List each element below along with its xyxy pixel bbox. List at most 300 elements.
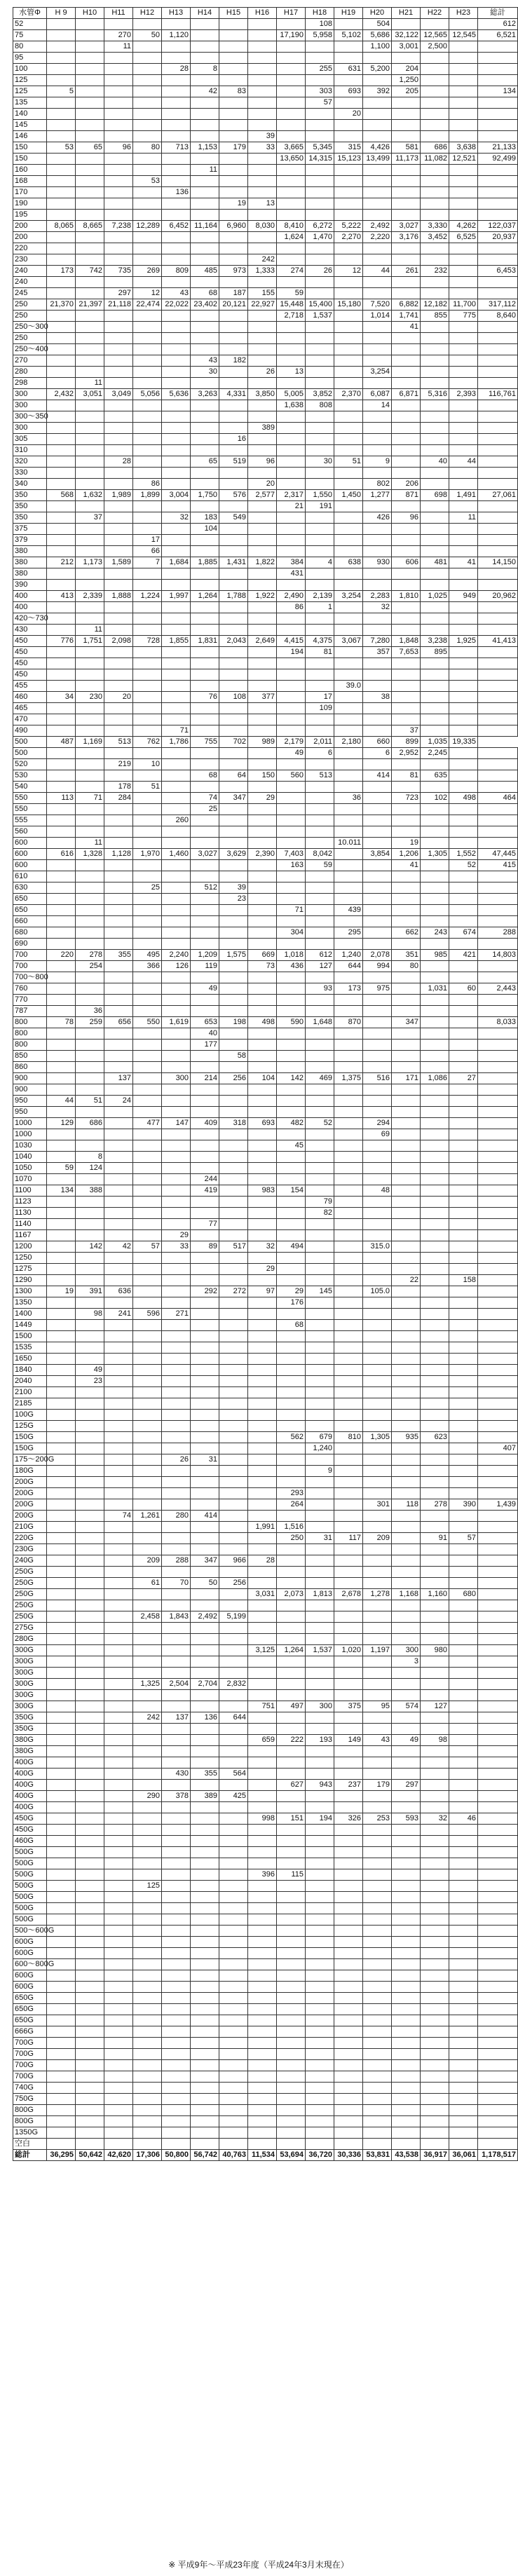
table-cell: 98 <box>421 1735 449 1746</box>
table-cell <box>421 2026 449 2038</box>
table-row <box>13 266 518 277</box>
table-cell: 171 <box>392 1073 421 1084</box>
table-cell <box>306 1129 334 1140</box>
table-row <box>13 142 518 154</box>
table-cell <box>162 1522 191 1533</box>
pipe-size-cell: 600G <box>13 1937 47 1948</box>
table-cell <box>277 378 306 389</box>
table-cell <box>133 1701 162 1712</box>
table-cell <box>277 411 306 423</box>
table-cell <box>449 1724 478 1735</box>
table-cell <box>47 1129 76 1140</box>
table-cell <box>478 1342 518 1354</box>
table-row <box>13 322 518 333</box>
table-cell: 2,098 <box>104 636 133 647</box>
table-cell <box>76 1724 104 1735</box>
table-cell <box>363 1365 392 1376</box>
table-cell: 407 <box>478 1443 518 1454</box>
table-cell: 662 <box>392 927 421 939</box>
table-cell <box>104 1746 133 1757</box>
table-cell <box>76 1589 104 1600</box>
table-row <box>13 972 518 983</box>
table-cell <box>191 1589 219 1600</box>
table-cell: 39 <box>248 131 277 142</box>
table-cell <box>191 2060 219 2071</box>
table-cell <box>334 2139 363 2150</box>
table-cell <box>191 826 219 838</box>
table-cell <box>334 1174 363 1185</box>
table-cell: 11 <box>76 625 104 636</box>
table-cell: 280 <box>162 1511 191 1522</box>
table-cell <box>76 187 104 198</box>
table-cell: 8,042 <box>306 849 334 860</box>
table-cell: 50 <box>191 1578 219 1589</box>
table-cell <box>363 1724 392 1735</box>
table-cell <box>47 1275 76 1286</box>
table-cell <box>449 1454 478 1466</box>
table-cell <box>219 411 248 423</box>
table-row <box>13 1118 518 1129</box>
table-cell: 949 <box>449 591 478 602</box>
table-cell <box>76 1926 104 1937</box>
table-row <box>13 737 518 748</box>
table-cell: 1,885 <box>191 557 219 568</box>
table-cell <box>478 658 518 669</box>
table-cell <box>47 1645 76 1656</box>
table-cell <box>248 1511 277 1522</box>
table-cell <box>133 602 162 613</box>
pipe-size-cell: 250 <box>13 299 47 311</box>
table-cell <box>133 1544 162 1555</box>
table-cell <box>363 243 392 254</box>
table-cell: 1,153 <box>191 142 219 154</box>
table-cell <box>47 1937 76 1948</box>
table-cell <box>162 1253 191 1264</box>
table-cell: 5,005 <box>277 389 306 400</box>
table-cell <box>392 277 421 288</box>
table-cell: 178 <box>104 782 133 793</box>
table-cell: 1,168 <box>392 1589 421 1600</box>
table-cell <box>334 2038 363 2049</box>
table-cell <box>334 53 363 64</box>
pipe-size-cell: 650G <box>13 1993 47 2004</box>
pipe-size-cell: 380 <box>13 557 47 568</box>
table-cell <box>219 995 248 1006</box>
table-cell: 1,240 <box>334 950 363 961</box>
table-cell <box>219 2015 248 2026</box>
pipe-size-cell: 800 <box>13 1017 47 1028</box>
pipe-size-cell: 168 <box>13 176 47 187</box>
table-cell <box>306 355 334 367</box>
table-cell <box>306 322 334 333</box>
table-cell <box>47 1881 76 1892</box>
table-cell <box>277 1690 306 1701</box>
table-cell: 96 <box>104 142 133 154</box>
table-cell <box>133 2105 162 2116</box>
pipe-size-cell: 610 <box>13 871 47 882</box>
table-cell <box>478 468 518 479</box>
table-cell <box>478 1297 518 1309</box>
table-cell <box>162 1836 191 1847</box>
table-cell: 8,410 <box>277 221 306 232</box>
table-cell <box>449 1331 478 1342</box>
table-cell <box>421 1982 449 1993</box>
table-cell <box>363 1825 392 1836</box>
table-cell <box>363 535 392 546</box>
table-cell <box>248 1062 277 1073</box>
table-row <box>13 927 518 939</box>
pipe-size-cell: 550 <box>13 804 47 815</box>
table-cell <box>219 1354 248 1365</box>
table-cell <box>133 1264 162 1275</box>
table-cell <box>363 1062 392 1073</box>
table-cell: 91 <box>421 1533 449 1544</box>
pipe-size-cell: 1400 <box>13 1309 47 1320</box>
table-cell <box>248 1208 277 1219</box>
table-cell <box>76 311 104 322</box>
table-cell <box>162 19 191 30</box>
table-cell <box>478 2139 518 2150</box>
table-cell <box>421 423 449 434</box>
table-cell <box>191 1443 219 1454</box>
table-cell <box>76 1174 104 1185</box>
table-cell <box>47 961 76 972</box>
table-cell <box>334 131 363 142</box>
table-cell <box>133 1959 162 1970</box>
table-cell <box>47 75 76 86</box>
table-cell <box>47 759 76 770</box>
table-row <box>13 1825 518 1836</box>
table-cell <box>219 647 248 658</box>
table-cell <box>219 1780 248 1791</box>
table-cell <box>104 1466 133 1477</box>
table-cell <box>449 2139 478 2150</box>
table-cell: 644 <box>334 961 363 972</box>
table-cell <box>219 97 248 109</box>
table-cell: 122,037 <box>478 221 518 232</box>
table-cell <box>421 815 449 826</box>
table-cell <box>277 86 306 97</box>
table-cell <box>76 826 104 838</box>
table-cell: 151 <box>277 1813 306 1825</box>
table-cell <box>306 344 334 355</box>
table-cell <box>76 1533 104 1544</box>
table-cell <box>334 41 363 53</box>
table-cell <box>449 1937 478 1948</box>
table-cell: 550 <box>133 1017 162 1028</box>
table-cell <box>421 120 449 131</box>
table-cell <box>277 64 306 75</box>
table-cell <box>191 1275 219 1286</box>
table-cell: 137 <box>162 1712 191 1724</box>
table-cell: 173 <box>47 266 76 277</box>
table-cell <box>219 1421 248 1432</box>
table-cell <box>306 53 334 64</box>
table-cell <box>306 1757 334 1769</box>
table-cell: 1,989 <box>104 490 133 501</box>
table-cell <box>104 1914 133 1926</box>
pipe-size-cell: 700 <box>13 961 47 972</box>
table-cell <box>76 1477 104 1488</box>
table-cell: 895 <box>421 647 449 658</box>
table-cell <box>76 1701 104 1712</box>
table-cell <box>47 1802 76 1813</box>
table-cell <box>306 568 334 580</box>
table-cell <box>248 1825 277 1836</box>
table-cell <box>478 1533 518 1544</box>
table-cell <box>421 535 449 546</box>
table-cell: 315 <box>334 142 363 154</box>
table-cell <box>219 669 248 681</box>
table-cell <box>162 176 191 187</box>
table-cell <box>449 1948 478 1959</box>
table-cell <box>334 1937 363 1948</box>
column-header: H23 <box>449 8 478 19</box>
table-cell <box>306 1993 334 2004</box>
table-row <box>13 748 518 759</box>
table-cell <box>47 1589 76 1600</box>
column-header: H19 <box>334 8 363 19</box>
table-cell <box>162 1634 191 1645</box>
table-cell <box>248 41 277 53</box>
table-cell <box>306 1320 334 1331</box>
table-cell <box>47 1028 76 1040</box>
table-cell <box>248 1926 277 1937</box>
table-cell <box>421 1241 449 1253</box>
table-cell: 136 <box>162 187 191 198</box>
pipe-size-cell: 160 <box>13 165 47 176</box>
table-cell <box>248 2026 277 2038</box>
table-cell <box>363 725 392 737</box>
column-header: H 9 <box>47 8 76 19</box>
table-cell <box>334 759 363 770</box>
table-cell <box>449 1791 478 1802</box>
table-cell <box>162 1152 191 1163</box>
table-cell <box>162 1432 191 1443</box>
table-cell <box>47 1421 76 1432</box>
table-cell <box>334 2071 363 2083</box>
table-cell <box>421 658 449 669</box>
table-cell <box>306 1107 334 1118</box>
table-cell: 2,490 <box>277 591 306 602</box>
table-row <box>13 1241 518 1253</box>
table-cell <box>478 1903 518 1914</box>
table-cell <box>449 243 478 254</box>
table-cell: 53,831 <box>363 2150 392 2161</box>
table-cell <box>392 1567 421 1578</box>
table-cell: 26 <box>248 367 277 378</box>
pipe-size-cell: 600 <box>13 860 47 871</box>
table-cell <box>363 1264 392 1275</box>
table-cell <box>363 1477 392 1488</box>
table-cell <box>449 2038 478 2049</box>
table-cell <box>219 1634 248 1645</box>
table-cell <box>76 355 104 367</box>
table-cell <box>162 1197 191 1208</box>
table-cell <box>277 882 306 894</box>
table-cell <box>191 423 219 434</box>
table-cell: 255 <box>306 64 334 75</box>
table-cell <box>104 1454 133 1466</box>
table-cell: 1,813 <box>306 1589 334 1600</box>
table-cell <box>133 1387 162 1398</box>
table-cell: 300 <box>392 1645 421 1656</box>
table-cell <box>133 1926 162 1937</box>
table-cell <box>162 41 191 53</box>
table-cell <box>449 1096 478 1107</box>
table-cell <box>104 1197 133 1208</box>
table-row <box>13 109 518 120</box>
table-cell <box>133 1757 162 1769</box>
table-row <box>13 445 518 456</box>
table-cell: 415 <box>478 860 518 871</box>
table-cell <box>277 1914 306 1926</box>
table-cell <box>421 860 449 871</box>
table-cell: 41,413 <box>478 636 518 647</box>
table-cell <box>363 1611 392 1623</box>
table-cell <box>248 434 277 445</box>
table-cell <box>47 1712 76 1724</box>
table-cell <box>47 882 76 894</box>
table-cell <box>392 344 421 355</box>
table-cell: 2,390 <box>248 849 277 860</box>
table-cell <box>47 322 76 333</box>
table-cell <box>478 1869 518 1881</box>
pipe-size-cell: 80 <box>13 41 47 53</box>
table-cell <box>248 535 277 546</box>
table-cell <box>306 1398 334 1410</box>
table-cell: 355 <box>191 1769 219 1780</box>
table-cell <box>104 714 133 725</box>
table-cell <box>162 2116 191 2127</box>
table-cell <box>76 2139 104 2150</box>
table-cell <box>277 198 306 210</box>
table-cell <box>104 2083 133 2094</box>
table-cell: 1,831 <box>191 636 219 647</box>
table-row <box>13 1331 518 1342</box>
pipe-size-cell: 1535 <box>13 1342 47 1354</box>
table-cell <box>306 2071 334 2083</box>
table-row <box>13 804 518 815</box>
table-cell <box>248 1410 277 1421</box>
table-cell <box>104 1724 133 1735</box>
table-cell <box>248 1197 277 1208</box>
table-cell <box>191 400 219 411</box>
table-cell: 1 <box>306 602 334 613</box>
table-cell: 241 <box>104 1309 133 1320</box>
table-cell <box>219 782 248 793</box>
table-cell <box>421 1230 449 1241</box>
table-cell: 612 <box>478 19 518 30</box>
table-cell <box>363 1959 392 1970</box>
table-cell <box>76 1903 104 1914</box>
table-row <box>13 568 518 580</box>
table-cell <box>219 1342 248 1354</box>
table-cell <box>334 512 363 524</box>
table-cell <box>133 972 162 983</box>
table-cell <box>306 288 334 299</box>
table-cell: 776 <box>47 636 76 647</box>
table-cell <box>334 445 363 456</box>
table-cell <box>133 1320 162 1331</box>
table-cell <box>104 1836 133 1847</box>
table-cell <box>306 243 334 254</box>
table-cell: 1,025 <box>421 591 449 602</box>
table-cell <box>219 602 248 613</box>
table-cell <box>219 2127 248 2139</box>
table-cell: 1,020 <box>334 1645 363 1656</box>
pipe-size-cell: 305 <box>13 434 47 445</box>
table-cell <box>133 198 162 210</box>
table-cell <box>392 367 421 378</box>
table-cell <box>334 860 363 871</box>
table-cell <box>47 1600 76 1611</box>
table-cell <box>334 1454 363 1466</box>
table-cell <box>449 939 478 950</box>
table-cell <box>449 826 478 838</box>
table-cell <box>219 580 248 591</box>
table-cell <box>104 1533 133 1544</box>
table-cell: 126 <box>162 961 191 972</box>
table-cell <box>104 1813 133 1825</box>
table-cell: 53 <box>133 176 162 187</box>
table-cell <box>334 1679 363 1690</box>
table-cell <box>449 1297 478 1309</box>
table-cell <box>248 64 277 75</box>
table-cell: 57 <box>306 97 334 109</box>
table-row <box>13 1354 518 1365</box>
table-cell <box>47 972 76 983</box>
table-cell: 392 <box>363 86 392 97</box>
table-cell <box>478 1668 518 1679</box>
table-cell <box>421 1836 449 1847</box>
table-cell <box>334 748 363 759</box>
table-cell <box>363 1208 392 1219</box>
table-cell <box>334 1825 363 1836</box>
column-header: H16 <box>248 8 277 19</box>
table-cell <box>363 1690 392 1701</box>
table-cell <box>191 501 219 512</box>
pipe-size-cell: 430 <box>13 625 47 636</box>
pipe-size-cell: 275G <box>13 1623 47 1634</box>
table-cell <box>478 1881 518 1892</box>
table-cell: 6 <box>306 748 334 759</box>
table-cell <box>47 64 76 75</box>
table-cell <box>191 535 219 546</box>
table-cell <box>191 1813 219 1825</box>
table-cell: 3,051 <box>76 389 104 400</box>
table-cell <box>47 983 76 995</box>
table-cell <box>47 445 76 456</box>
table-cell <box>277 333 306 344</box>
table-cell <box>47 1376 76 1387</box>
table-cell <box>219 378 248 389</box>
table-cell <box>219 2116 248 2127</box>
table-cell <box>248 2038 277 2049</box>
table-cell <box>363 1297 392 1309</box>
table-cell: 576 <box>219 490 248 501</box>
pipe-size-cell: 400G <box>13 1802 47 1813</box>
table-cell <box>162 75 191 86</box>
table-cell <box>219 210 248 221</box>
table-cell <box>191 1701 219 1712</box>
table-cell <box>104 1185 133 1197</box>
table-cell <box>277 1174 306 1185</box>
table-cell <box>334 1926 363 1937</box>
table-cell <box>334 1623 363 1634</box>
table-cell <box>421 1118 449 1129</box>
table-cell: 1,277 <box>363 490 392 501</box>
